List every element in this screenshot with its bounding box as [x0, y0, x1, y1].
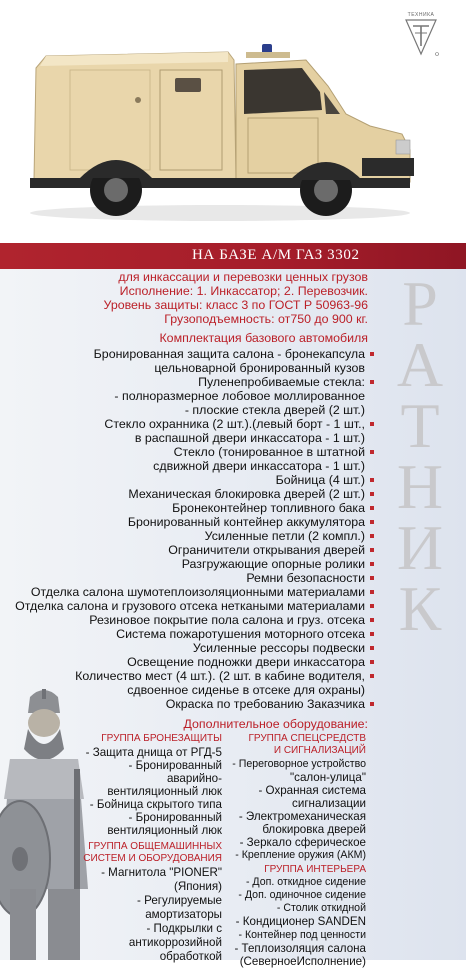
vertical-letter: Н — [396, 451, 444, 522]
list-item: Резиновое покрытие пола салона и груз. отсека — [89, 613, 374, 627]
warrior-illustration — [0, 689, 110, 960]
list-item: Бронированная защита салона - бронекапсула — [94, 347, 374, 361]
list-item: - Столик откидной — [276, 902, 366, 914]
list-item: Ограничители открывания дверей — [168, 543, 374, 557]
list-item: цельноварной бронированный кузов — [154, 361, 365, 375]
list-item: Стекло охранника (2 шт.).(левый борт - 1 шт., — [104, 417, 374, 431]
armored-truck-photo — [10, 30, 430, 225]
list-item: - полноразмерное лобовое моллированное — [114, 389, 365, 403]
list-item: - Теплоизоляция салона — [234, 942, 366, 955]
group-general-title: СИСТЕМ И ОБОРУДОВАНИЯ — [83, 853, 222, 864]
list-item: - Бойница скрытого типа — [89, 798, 222, 811]
list-item: - Контейнер под ценности — [238, 929, 366, 941]
vertical-letter: А — [396, 329, 444, 400]
list-item: Окраска по требованию Заказчика — [166, 697, 374, 711]
list-item: (СеверноеИсполнение) — [239, 955, 366, 968]
vertical-letter: И — [396, 512, 444, 583]
list-item: Отделка салона и грузового отсека неткаными материалами — [15, 599, 374, 613]
list-item: - Магнитола "PIONER" — [101, 866, 222, 879]
list-item: блокировка дверей — [262, 823, 366, 836]
group-interior-title: ГРУППА ИНТЕРЬЕРА — [264, 864, 366, 875]
intro-purpose: для инкассации и перевозки ценных грузов — [118, 270, 368, 284]
brand-logo-text: ТЕХНИКА — [407, 12, 435, 18]
list-item: Освещение подножки двери инкассатора — [127, 655, 374, 669]
list-item: амортизаторы — [145, 908, 222, 921]
list-item: Бронеконтейнер топливного бака — [172, 501, 374, 515]
group-special-title: ГРУППА СПЕЦСРЕДСТВ — [248, 733, 366, 744]
title-bar — [0, 243, 466, 269]
list-item: Количество мест (4 шт.). (2 шт. в кабине водителя, — [75, 669, 374, 683]
list-item: в распашной двери инкассатора - 1 шт.) — [134, 431, 365, 445]
list-item: - Регулируемые — [137, 894, 222, 907]
list-item: Разгружающие опорные ролики — [182, 557, 374, 571]
list-item: "салон-улица" — [290, 771, 366, 784]
list-item: вентиляционный люк — [107, 785, 222, 798]
list-item: Пуленепробиваемые стекла: — [198, 375, 374, 389]
list-item: - Кондиционер SANDEN — [235, 915, 366, 928]
list-item: сдвоенное сиденье в отсеке для охраны) — [127, 683, 365, 697]
list-item: Система пожаротушения моторного отсека — [116, 627, 374, 641]
intro-versions: Исполнение: 1. Инкассатор; 2. Перевозчик. — [119, 284, 368, 298]
list-item: Отделка салона шумотеплоизоляционными материалами — [31, 585, 374, 599]
list-item: вентиляционный люк — [107, 824, 222, 837]
extra-heading: Дополнительное оборудование: — [183, 717, 368, 731]
intro-protection: Уровень защиты: класс 3 по ГОСТ Р 50963-96 — [103, 298, 368, 312]
vertical-letter: Т — [400, 390, 440, 461]
list-item: - Переговорное устройство — [232, 758, 366, 770]
group-special-title: И СИГНАЛИЗАЦИЙ — [273, 745, 366, 756]
list-item: сдвижной двери инкассатора - 1 шт.) — [153, 459, 365, 473]
list-item: Усиленные петли (2 компл.) — [205, 529, 374, 543]
list-item: антикоррозийной — [128, 936, 222, 949]
list-item: Механическая блокировка дверей (2 шт.) — [128, 487, 374, 501]
list-item: Усиленные рессоры подвески — [193, 641, 374, 655]
list-item: - Охранная система — [258, 784, 366, 797]
list-item: - Подкрылки с — [146, 922, 222, 935]
list-item: Ремни безопасности — [246, 571, 374, 585]
list-item: Бойница (4 шт.) — [276, 473, 374, 487]
list-item: аварийно- — [166, 772, 222, 785]
intro-payload: Грузоподъемность: от750 до 900 кг. — [164, 312, 368, 326]
vertical-letter: Р — [402, 268, 438, 339]
group-armor-title: ГРУППА БРОНЕЗАЩИТЫ — [101, 733, 222, 744]
list-item: сигнализации — [292, 797, 366, 810]
list-item: - плоские стекла дверей (2 шт.) — [184, 403, 365, 417]
group-general-title: ГРУППА ОБЩЕМАШИННЫХ — [88, 841, 222, 852]
list-item: - Зеркало сферическое — [239, 836, 366, 849]
list-item: - Бронированный — [128, 811, 222, 824]
product-photo-area — [0, 0, 466, 243]
list-item: (Япония) — [174, 880, 222, 893]
page-title: НА БАЗЕ А/М ГАЗ 3302 — [192, 247, 360, 263]
list-item: - Доп. одиночное сидение — [238, 889, 366, 901]
vertical-letter: К — [398, 573, 442, 644]
list-item: - Доп. откидное сидение — [245, 876, 366, 888]
list-item: - Бронированный — [128, 759, 222, 772]
list-item: Бронированный контейнер аккумулятора — [128, 515, 374, 529]
spec-panel — [0, 268, 466, 968]
list-item: Стекло (тонированное в штатной — [174, 445, 374, 459]
vertical-product-name — [380, 268, 460, 644]
basic-heading: Комплектация базового автомобиля — [159, 331, 368, 345]
list-item: обработкой — [159, 950, 222, 963]
list-item: - Электромеханическая — [238, 810, 366, 823]
list-item: - Защита днища от РГД-5 — [85, 746, 222, 759]
list-item: - Крепление оружия (АКМ) — [235, 849, 366, 861]
